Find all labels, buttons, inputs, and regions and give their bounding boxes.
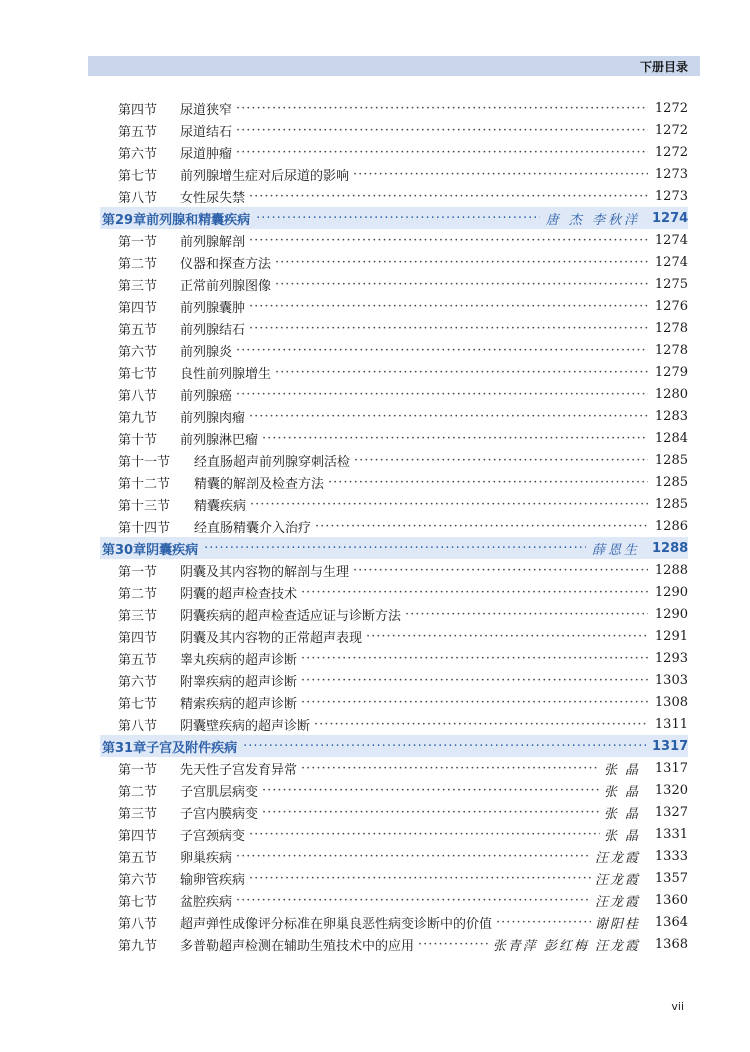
section-number: 第六节: [118, 146, 158, 162]
page-number-ref: 1286: [654, 518, 688, 534]
page-number-ref: 1364: [654, 914, 688, 930]
section-number: 第七节: [118, 366, 158, 382]
toc-section-row[interactable]: [100, 779, 688, 801]
toc-section-row[interactable]: [100, 361, 688, 383]
author-name: 汪龙霞: [594, 850, 640, 866]
chapter-number: 第30章: [102, 542, 147, 558]
page-number-ref: 1357: [654, 870, 688, 886]
page-number-ref: 1291: [654, 628, 688, 644]
section-number: 第七节: [118, 168, 158, 184]
toc-section-row[interactable]: [100, 647, 688, 669]
author-name: 薛恩生: [591, 542, 640, 558]
toc-section-row[interactable]: [100, 471, 688, 493]
toc-section-row[interactable]: [100, 251, 688, 273]
dot-leader: [353, 563, 648, 578]
section-number: 第八节: [118, 388, 158, 404]
dot-leader: [262, 805, 600, 820]
section-title: 输卵管疾病: [180, 872, 246, 888]
section-title: 精索疾病的超声诊断: [180, 696, 298, 712]
page-number-ref: 1285: [654, 496, 688, 512]
dot-leader: [236, 101, 648, 116]
section-title: 卵巢疾病: [180, 850, 233, 866]
section-number: 第六节: [118, 872, 158, 888]
page-number-ref: 1288: [652, 540, 689, 556]
author-name: 张青萍 彭红梅 汪龙霞: [492, 938, 640, 954]
page-number-ref: 1333: [654, 848, 688, 864]
section-number: 第十一节: [118, 454, 171, 470]
toc-chapter-row[interactable]: [100, 537, 688, 559]
dot-leader: [301, 651, 648, 666]
page-number-ref: 1278: [654, 342, 688, 358]
section-number: 第五节: [118, 322, 158, 338]
page-number-ref: 1360: [654, 892, 688, 908]
author-name: 张 晶: [603, 784, 640, 800]
section-title: 前列腺癌: [180, 388, 233, 404]
section-number: 第四节: [118, 630, 158, 646]
toc-section-row[interactable]: [100, 669, 688, 691]
author-name: 汪龙霞: [594, 894, 640, 910]
page-number-ref: 1288: [654, 562, 688, 578]
section-title: 尿道结石: [180, 124, 233, 140]
author-name: 张 晶: [603, 828, 640, 844]
section-title: 阴囊及其内容物的解剖与生理: [180, 564, 350, 580]
section-title: 盆腔疾病: [180, 894, 233, 910]
section-number: 第二节: [118, 586, 158, 602]
section-title: 阴囊壁疾病的超声诊断: [180, 718, 311, 734]
page-number: vii: [671, 1000, 684, 1013]
section-title: 精囊疾病: [194, 498, 247, 514]
toc-section-row[interactable]: [100, 823, 688, 845]
dot-leader: [236, 343, 648, 358]
section-title: 超声弹性成像评分标准在卵巢良恶性病变诊断中的价值: [180, 916, 493, 932]
section-title: 多普勒超声检测在辅助生殖技术中的应用: [180, 938, 415, 954]
section-number: 第八节: [118, 718, 158, 734]
section-number: 第二节: [118, 256, 158, 272]
page-number-ref: 1311: [654, 716, 688, 732]
toc-section-row[interactable]: [100, 97, 688, 119]
page-number-ref: 1285: [654, 474, 688, 490]
dot-leader: [249, 871, 591, 886]
section-number: 第六节: [118, 674, 158, 690]
dot-leader: [353, 167, 648, 182]
section-title: 经直肠精囊介入治疗: [194, 520, 312, 536]
chapter-number: 第31章: [102, 740, 147, 756]
dot-leader: [314, 717, 648, 732]
page-number-ref: 1275: [654, 276, 688, 292]
section-number: 第四节: [118, 828, 158, 844]
section-title: 前列腺结石: [180, 322, 246, 338]
dot-leader: [249, 827, 600, 842]
author-name: 汪龙霞: [594, 872, 640, 888]
page-number-ref: 1303: [654, 672, 688, 688]
page-number-ref: 1273: [654, 166, 688, 182]
section-title: 阴囊及其内容物的正常超声表现: [180, 630, 363, 646]
toc-section-row[interactable]: [100, 625, 688, 647]
toc-section-row[interactable]: [100, 867, 688, 889]
dot-leader: [275, 255, 648, 270]
section-number: 第一节: [118, 762, 158, 778]
table-of-contents: [100, 97, 688, 955]
section-number: 第三节: [118, 608, 158, 624]
dot-leader: [249, 233, 648, 248]
dot-leader: [496, 915, 591, 930]
section-title: 女性尿失禁: [180, 190, 246, 206]
dot-leader: [236, 849, 591, 864]
dot-leader: [301, 673, 648, 688]
toc-section-row[interactable]: [100, 713, 688, 735]
dot-leader: [301, 585, 648, 600]
page-number-ref: 1327: [654, 804, 688, 820]
dot-leader: [256, 211, 540, 226]
page-number-ref: 1273: [654, 188, 688, 204]
page-number-ref: 1320: [654, 782, 688, 798]
section-title: 阴囊的超声检查技术: [180, 586, 298, 602]
running-header-bar: [88, 56, 700, 76]
chapter-title: 前列腺和精囊疾病: [146, 212, 251, 228]
toc-section-row[interactable]: [100, 141, 688, 163]
section-number: 第五节: [118, 124, 158, 140]
toc-section-row[interactable]: [100, 845, 688, 867]
page-number-ref: 1368: [654, 936, 688, 952]
dot-leader: [249, 409, 648, 424]
toc-section-row[interactable]: [100, 383, 688, 405]
toc-section-row[interactable]: [100, 405, 688, 427]
dot-leader: [250, 497, 648, 512]
page-number-ref: 1293: [654, 650, 688, 666]
section-number: 第八节: [118, 190, 158, 206]
author-name: 张 晶: [603, 762, 640, 778]
section-title: 精囊的解剖及检查方法: [194, 476, 325, 492]
section-title: 睾丸疾病的超声诊断: [180, 652, 298, 668]
section-number: 第十二节: [118, 476, 171, 492]
running-header-title: 下册目录: [639, 60, 688, 74]
page-number-ref: 1280: [654, 386, 688, 402]
section-number: 第五节: [118, 850, 158, 866]
toc-section-row[interactable]: [100, 427, 688, 449]
page-number-ref: 1272: [654, 144, 688, 160]
section-number: 第九节: [118, 410, 158, 426]
toc-section-row[interactable]: [100, 317, 688, 339]
page-number-ref: 1331: [654, 826, 688, 842]
section-number: 第八节: [118, 916, 158, 932]
dot-leader: [366, 629, 648, 644]
section-title: 尿道狭窄: [180, 102, 233, 118]
page-number-ref: 1283: [654, 408, 688, 424]
dot-leader: [262, 783, 600, 798]
dot-leader: [249, 299, 648, 314]
section-number: 第四节: [118, 300, 158, 316]
toc-section-row[interactable]: [100, 493, 688, 515]
section-number: 第六节: [118, 344, 158, 360]
toc-section-row[interactable]: [100, 295, 688, 317]
dot-leader: [236, 145, 648, 160]
section-number: 第五节: [118, 652, 158, 668]
dot-leader: [236, 123, 648, 138]
section-number: 第二节: [118, 784, 158, 800]
dot-leader: [301, 761, 600, 776]
toc-section-row[interactable]: [100, 801, 688, 823]
page-number-ref: 1274: [654, 232, 688, 248]
section-title: 前列腺解剖: [180, 234, 246, 250]
section-number: 第一节: [118, 234, 158, 250]
page-number-ref: 1317: [654, 760, 688, 776]
page-number-ref: 1278: [654, 320, 688, 336]
section-number: 第十节: [118, 432, 158, 448]
dot-leader: [236, 893, 591, 908]
toc-section-row[interactable]: [100, 229, 688, 251]
dot-leader: [315, 519, 648, 534]
section-title: 先天性子宫发育异常: [180, 762, 298, 778]
section-title: 子宫肌层病变: [180, 784, 259, 800]
page-number-ref: 1285: [654, 452, 688, 468]
page-number-ref: 1274: [652, 210, 689, 226]
toc-section-row[interactable]: [100, 449, 688, 471]
dot-leader: [243, 739, 646, 754]
toc-section-row[interactable]: [100, 559, 688, 581]
page-number-ref: 1274: [654, 254, 688, 270]
page-number-ref: 1317: [652, 738, 689, 754]
section-title: 前列腺肉瘤: [180, 410, 246, 426]
section-number: 第九节: [118, 938, 158, 954]
dot-leader: [328, 475, 648, 490]
dot-leader: [354, 453, 648, 468]
section-number: 第十三节: [118, 498, 171, 514]
page-number-ref: 1272: [654, 100, 688, 116]
dot-leader: [262, 431, 648, 446]
section-title: 正常前列腺图像: [180, 278, 272, 294]
page-number-ref: 1279: [654, 364, 688, 380]
dot-leader: [405, 607, 648, 622]
toc-section-row[interactable]: [100, 515, 688, 537]
toc-section-row[interactable]: [100, 581, 688, 603]
author-name: 谢阳桂: [594, 916, 640, 932]
section-title: 尿道肿瘤: [180, 146, 233, 162]
dot-leader: [236, 387, 648, 402]
chapter-title: 子宫及附件疾病: [146, 740, 238, 756]
author-name: 张 晶: [603, 806, 640, 822]
section-title: 阴囊疾病的超声检查适应证与诊断方法: [180, 608, 402, 624]
section-title: 前列腺增生症对后尿道的影响: [180, 168, 350, 184]
section-number: 第四节: [118, 102, 158, 118]
section-number: 第三节: [118, 806, 158, 822]
dot-leader: [204, 541, 586, 556]
dot-leader: [275, 277, 648, 292]
section-number: 第十四节: [118, 520, 171, 536]
section-title: 前列腺炎: [180, 344, 233, 360]
toc-section-row[interactable]: [100, 273, 688, 295]
author-name: 唐 杰 李秋洋: [545, 212, 640, 228]
section-title: 经直肠超声前列腺穿刺活检: [194, 454, 351, 470]
toc-section-row[interactable]: [100, 933, 688, 955]
dot-leader: [418, 937, 489, 952]
toc-section-row[interactable]: [100, 185, 688, 207]
page-number-ref: 1308: [654, 694, 688, 710]
section-title: 前列腺淋巴瘤: [180, 432, 259, 448]
toc-section-row[interactable]: [100, 691, 688, 713]
toc-section-row[interactable]: [100, 119, 688, 141]
toc-chapter-row[interactable]: [100, 207, 688, 229]
section-number: 第一节: [118, 564, 158, 580]
toc-section-row[interactable]: [100, 911, 688, 933]
section-title: 良性前列腺增生: [180, 366, 272, 382]
toc-section-row[interactable]: [100, 889, 688, 911]
section-number: 第七节: [118, 696, 158, 712]
dot-leader: [249, 189, 648, 204]
chapter-title: 阴囊疾病: [146, 542, 199, 558]
dot-leader: [249, 321, 648, 336]
toc-section-row[interactable]: [100, 757, 688, 779]
toc-section-row[interactable]: [100, 163, 688, 185]
page-number-ref: 1272: [654, 122, 688, 138]
chapter-number: 第29章: [102, 212, 147, 228]
toc-section-row[interactable]: [100, 603, 688, 625]
section-title: 仪器和探查方法: [180, 256, 272, 272]
toc-chapter-row[interactable]: [100, 735, 688, 757]
dot-leader: [275, 365, 648, 380]
page-number-ref: 1290: [654, 606, 688, 622]
page-number-ref: 1290: [654, 584, 688, 600]
section-number: 第七节: [118, 894, 158, 910]
section-number: 第三节: [118, 278, 158, 294]
section-title: 子宫颈病变: [180, 828, 246, 844]
section-title: 前列腺囊肿: [180, 300, 246, 316]
section-title: 子宫内膜病变: [180, 806, 259, 822]
page-number-ref: 1276: [654, 298, 688, 314]
dot-leader: [301, 695, 648, 710]
page-number-ref: 1284: [654, 430, 688, 446]
toc-section-row[interactable]: [100, 339, 688, 361]
section-title: 附睾疾病的超声诊断: [180, 674, 298, 690]
